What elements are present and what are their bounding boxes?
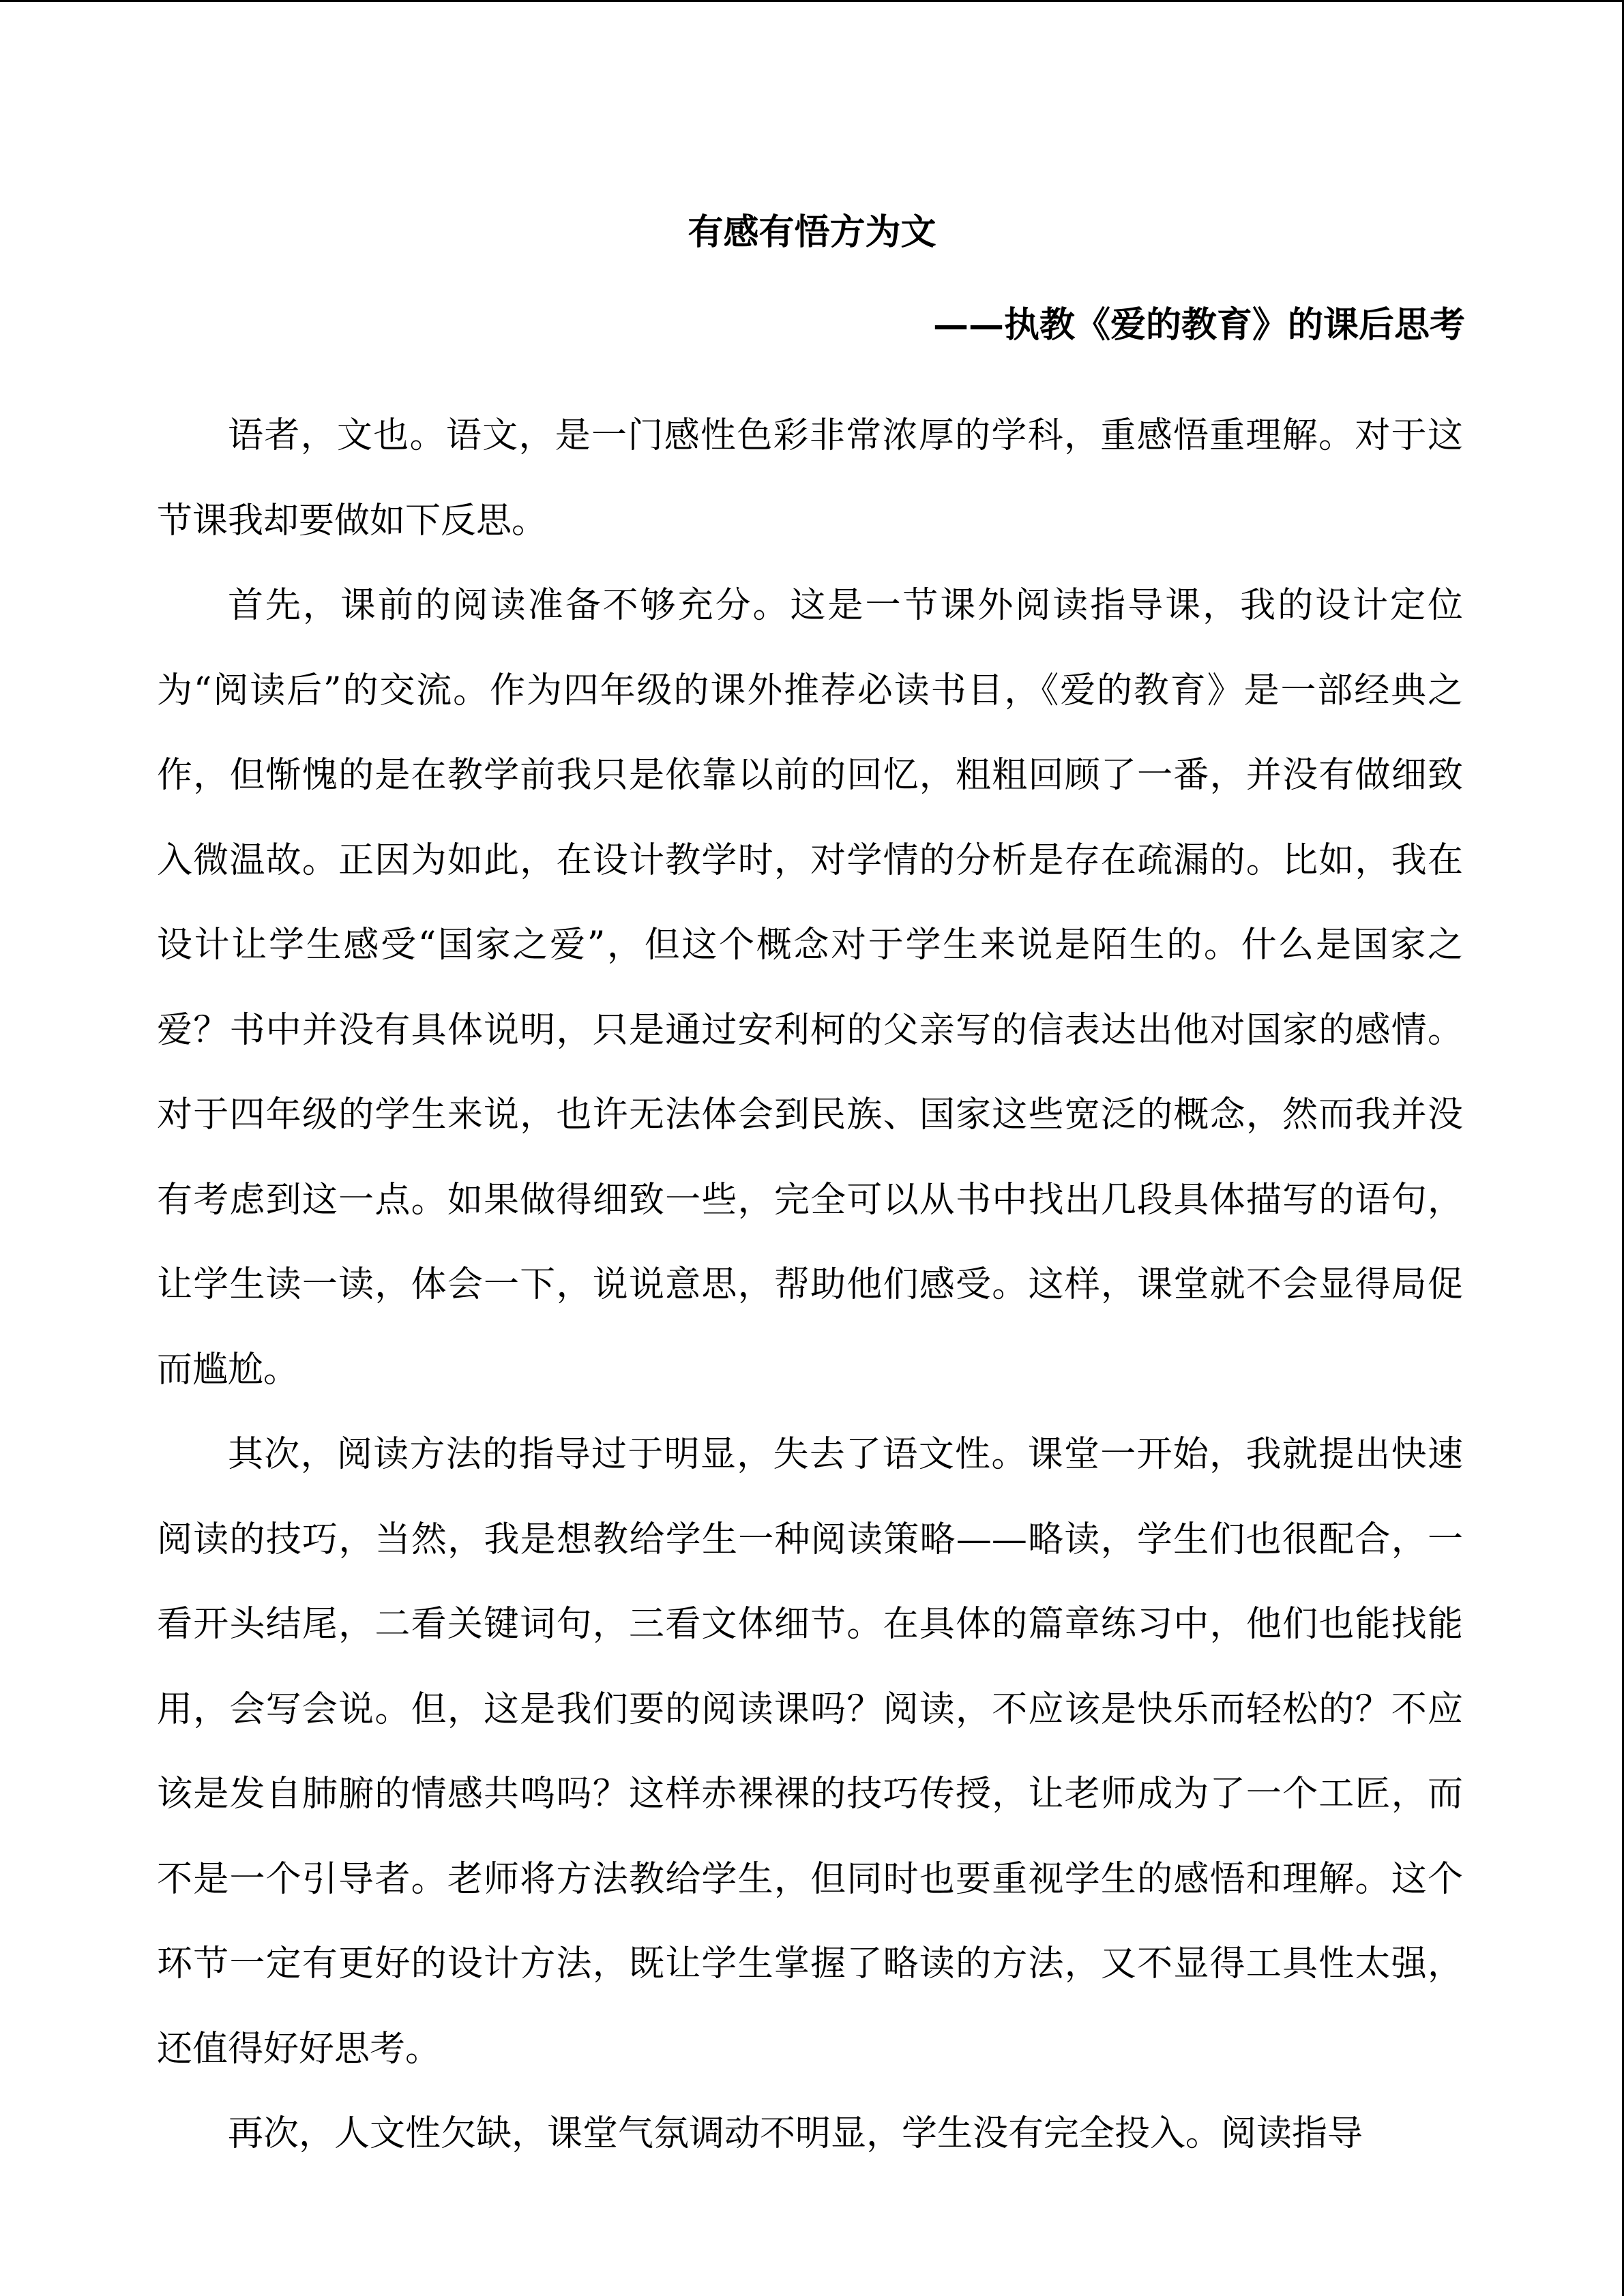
body-paragraph: 再次，人文性欠缺，课堂气氛调动不明显，学生没有完全投入。阅读指导 xyxy=(228,2113,1363,2154)
document-title: 有感有悟方为文 xyxy=(688,211,936,253)
document-subtitle: ——执教《爱的教育》的课后思考 xyxy=(932,304,1465,346)
body-paragraph: 首先，课前的阅读准备不够充分。这是一节课外阅读指导课，我的设计定位为“阅读后”的交流。作为四年级的课外推荐必读书目，《爱的教育》是一部经典之作，但惭愧的是在教学前我只是依靠以前的回忆，粗粗回顾了一番，并没有做细致入微温故。正因为如此，在设计教学时，对学情的分析是存在疏漏的。比如，我在设计让学生感受“国家之爱”，但这个概念对于学生来说是陌生的。什么是国家之爱？书中并没有具体说明，只是通过安利柯的父亲写的信表达出他对国家的感情。对于四年级的学生来说，也许无法体会到民族、国家这些宽泛的概念，然而我并没有考虑到这一点。如果做得细致一些，完全可以从书中找出几段具体描写的语句，让学生读一读，体会一下，说说意思，帮助他们感受。这样，课堂就不会显得局促而尴尬。 xyxy=(157,585,1463,1390)
document-body xyxy=(157,393,1463,2177)
body-paragraph: 语者，文也。语文，是一门感性色彩非常浓厚的学科，重感悟重理解。对于这节课我却要做如下反思。 xyxy=(157,415,1463,541)
body-paragraph: 其次，阅读方法的指导过于明显，失去了语文性。课堂一开始，我就提出快速阅读的技巧，当然，我是想教给学生一种阅读策略——略读，学生们也很配合，一看开头结尾，二看关键词句，三看文体细节。在具体的篇章练习中，他们也能找能用，会写会说。但，这是我们要的阅读课吗？阅读，不应该是快乐而轻松的？不应该是发自肺腑的情感共鸣吗？这样赤裸裸的技巧传授，让老师成为了一个工匠，而不是一个引导者。老师将方法教给学生，但同时也要重视学生的感悟和理解。这个环节一定有更好的设计方法，既让学生掌握了略读的方法，又不显得工具性太强，还值得好好思考。 xyxy=(157,1434,1463,2070)
